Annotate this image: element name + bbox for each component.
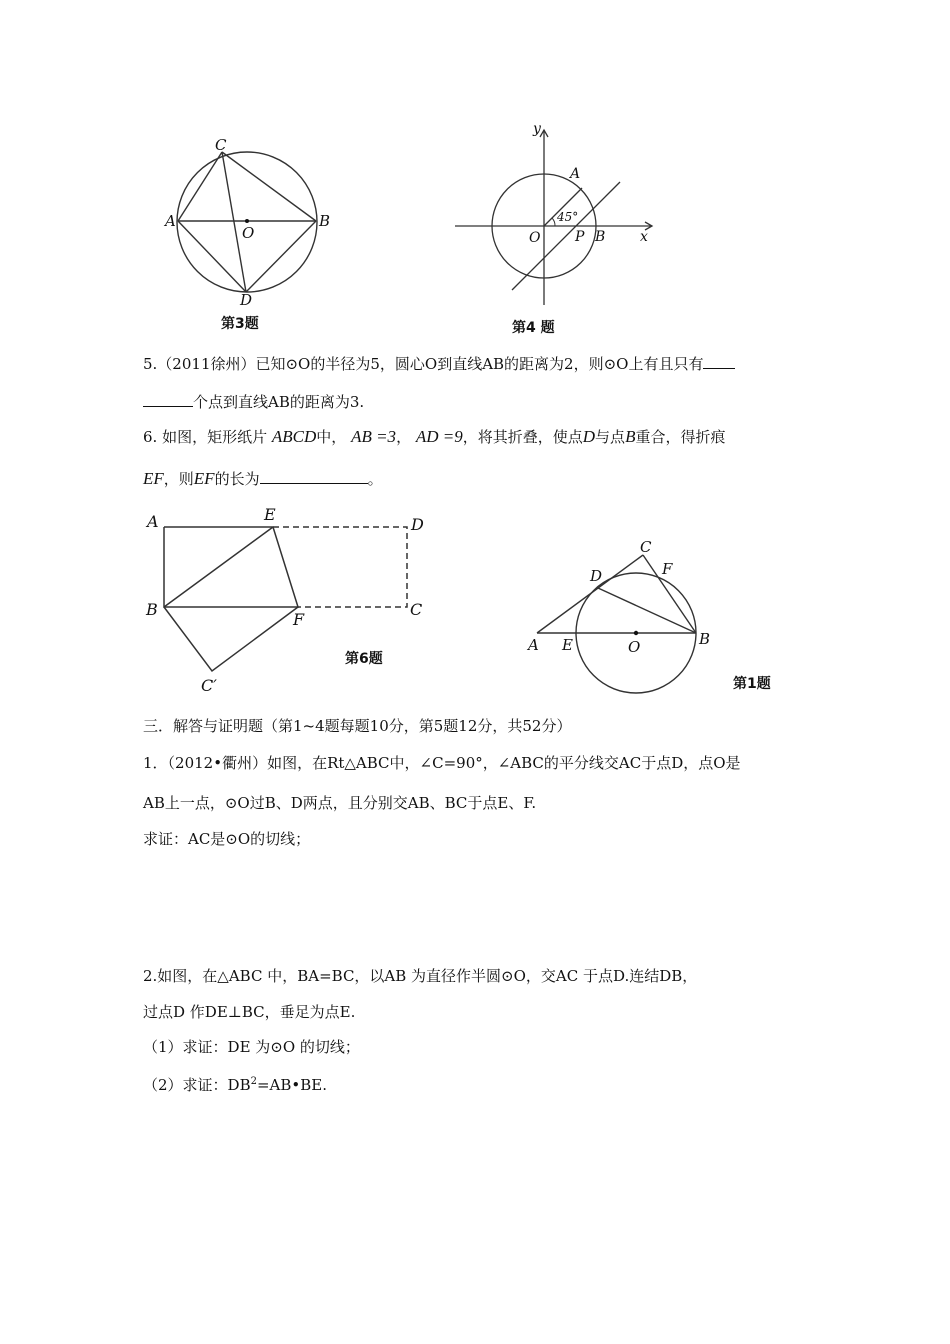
fig6-label-e: E (264, 505, 276, 524)
fig3-label-c: C (215, 136, 227, 154)
figure-6 (140, 505, 440, 700)
fig1-label-b: B (699, 630, 711, 648)
s3-q2-line1: 2.如图，在△ABC 中，BA=BC，以AB 为直径作半圆⊙O，交AC 于点D.连结DB， (143, 967, 698, 985)
figure-4 (450, 118, 660, 313)
s3-q2-line2: 过点D 作DE⊥BC，垂足为点E. (143, 1003, 356, 1021)
fig6-label-c1: C′ (201, 676, 217, 695)
fig3-label-d: D (240, 291, 253, 309)
fig1-caption: 第1题 (733, 676, 771, 692)
s3-q1-line3: 求证：AC是⊙O的切线； (143, 830, 311, 848)
fig4-label-x: x (640, 229, 648, 245)
fig4-label-a: A (570, 166, 581, 182)
fig6-label-f: F (293, 610, 305, 629)
section3-heading: 三．解答与证明题（第1~4题每题10分，第5题12分，共52分） (143, 717, 572, 735)
fig4-label-o: O (529, 230, 541, 246)
figure-1 (520, 530, 720, 700)
fig1-label-o: O (628, 638, 641, 656)
fig3-label-b: B (319, 212, 331, 230)
q5-line1: 5.（2011徐州）已知⊙O的半径为5，圆心O到直线AB的距离为2，则⊙O上有且只有 (143, 354, 735, 374)
fig1-label-a: A (528, 636, 539, 654)
s3-q2-line3: （1）求证：DE 为⊙O 的切线； (143, 1038, 360, 1056)
fig1-label-d: D (590, 567, 603, 585)
q5-line2: 个点到直线AB的距离为3. (143, 392, 364, 412)
fig6-label-d: D (411, 515, 424, 534)
fig1-label-e: E (562, 636, 573, 654)
s3-q1-line2: AB上一点，⊙O过B、D两点，且分别交AB、BC于点E、F. (143, 794, 537, 812)
s3-q1-line1: 1．（2012•衢州）如图，在Rt△ABC中，∠C=90°，∠ABC的平分线交AC于点D，点O是 (143, 754, 741, 772)
fig3-caption: 第3题 (221, 316, 259, 332)
fig4-label-y: y (533, 121, 541, 137)
fig3-label-a: A (165, 212, 176, 230)
fig4-label-b: B (595, 229, 606, 245)
figure-3 (160, 130, 350, 310)
fig1-label-c: C (640, 538, 652, 556)
s3-q2-line4: （2）求证：$DB^2=AB•BE$. (143, 1076, 327, 1094)
q6-line1: 6. 如图，矩形纸片 ABCD中， AB =3， AD =9，将其折叠，使点D与点B重合，得折痕 (143, 427, 726, 446)
fig6-label-c: C (410, 600, 423, 619)
fig1-label-f: F (662, 560, 673, 578)
fig4-caption: 第4 题 (512, 320, 555, 336)
fig4-label-angle: 45° (557, 210, 579, 224)
fig6-label-a: A (147, 512, 159, 531)
fig4-label-p: P (575, 229, 585, 245)
fig6-label-b: B (146, 600, 158, 619)
fig3-label-o: O (242, 224, 255, 242)
fig6-caption: 第6题 (345, 651, 383, 667)
q6-line2: EF，则EF的长为 。 (143, 469, 383, 488)
